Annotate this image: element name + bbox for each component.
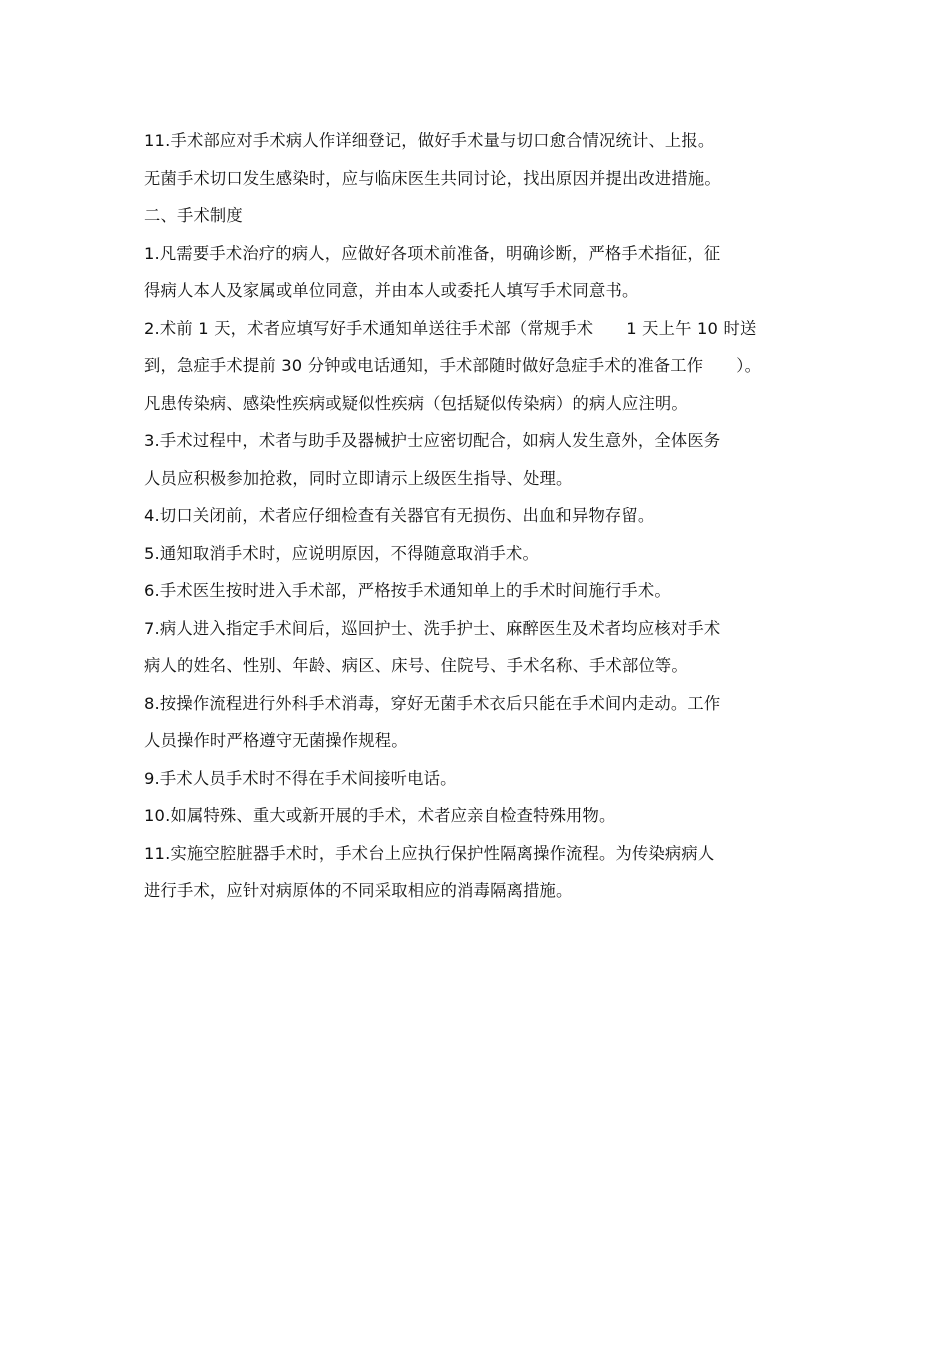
paragraph-line: 进行手术，应针对病原体的不同采取相应的消毒隔离措施。 <box>144 881 573 900</box>
document-body <box>144 122 824 910</box>
paragraph-line: 9.手术人员手术时不得在手术间接听电话。 <box>144 768 457 788</box>
paragraph-line: 6.手术医生按时进入手术部，严格按手术通知单上的手术时间施行手术。 <box>144 581 671 600</box>
paragraph-line: 5.通知取消手术时，应说明原因，不得随意取消手术。 <box>144 543 540 563</box>
paragraph-line: 1.凡需要手术治疗的病人，应做好各项术前准备，明确诊断，严格手术指征，征 <box>144 243 721 263</box>
paragraph-line: 无菌手术切口发生感染时，应与临床医生共同讨论，找出原因并提出改进措施。 <box>144 168 721 188</box>
paragraph-line: 人员操作时严格遵守无菌操作规程。 <box>144 731 408 750</box>
paragraph-line: 3.手术过程中，术者与助手及器械护士应密切配合，如病人发生意外，全体医务 <box>144 431 721 450</box>
paragraph-line: 7.病人进入指定手术间后，巡回护士、洗手护士、麻醉医生及术者均应核对手术 <box>144 618 721 638</box>
paragraph-line: 11.手术部应对手术病人作详细登记，做好手术量与切口愈合情况统计、上报。 <box>144 131 715 150</box>
paragraph-line: 凡患传染病、感染性疾病或疑似性疾病（包括疑似传染病）的病人应注明。 <box>144 393 688 413</box>
paragraph-line: 8.按操作流程进行外科手术消毒，穿好无菌手术衣后只能在手术间内走动。工作 <box>144 693 721 713</box>
paragraph-line: 病人的姓名、性别、年龄、病区、床号、住院号、手术名称、手术部位等。 <box>144 656 688 675</box>
section-heading: 二、手术制度 <box>144 206 243 225</box>
paragraph-line: 4.切口关闭前，术者应仔细检查有关器官有无损伤、出血和异物存留。 <box>144 506 655 525</box>
paragraph-line: 人员应积极参加抢救，同时立即请示上级医生指导、处理。 <box>144 468 573 488</box>
paragraph-line: 2.术前 1 天，术者应填写好手术通知单送往手术部（常规手术 1 天上午 10 时送 <box>144 318 757 338</box>
paragraph-line: 到，急症手术提前 30 分钟或电话通知，手术部随时做好急症手术的准备工作 ）。 <box>144 356 762 375</box>
paragraph-line: 得病人本人及家属或单位同意，并由本人或委托人填写手术同意书。 <box>144 281 639 300</box>
paragraph-line: 10.如属特殊、重大或新开展的手术，术者应亲自检查特殊用物。 <box>144 806 616 825</box>
paragraph-line: 11.实施空腔脏器手术时，手术台上应执行保护性隔离操作流程。为传染病病人 <box>144 843 715 863</box>
